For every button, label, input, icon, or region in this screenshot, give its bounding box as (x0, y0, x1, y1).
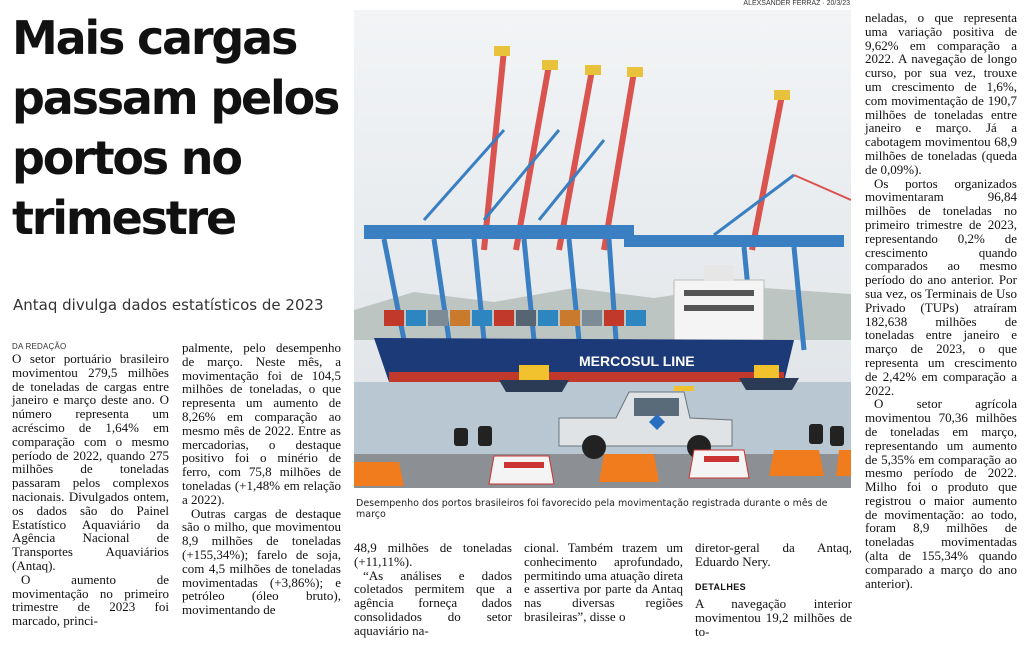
paragraph: O aumento de movimentação no primeiro trimestre de 2023 foi marcado, princi- (12, 571, 169, 629)
article-column-6 (865, 11, 1017, 590)
paragraph: cional. Também trazem um conhecimento aprofundado, permitindo uma atuação direta e assertiva por parte da Antaq nas diversas regiões brasileiras”, disse o (524, 540, 683, 624)
paragraph: O setor portuário brasileiro movimentou 279,5 milhões de toneladas de cargas entre janeiro e março deste ano. O número representa um acréscimo de 1,64% em comparação com o mesmo período de 2022, quando 275 milhões de toneladas passaram pelos complexos nacionais. Divulgados ontem, os dados são do Painel Estatístico Aquaviário da Agência Nacional de Transportes Aquaviários (Antaq). (12, 351, 169, 573)
article-column-4 (524, 541, 683, 624)
paragraph: diretor-geral da Antaq, Eduardo Nery. (695, 540, 852, 569)
paragraph: 48,9 milhões de toneladas (+11,11%). (354, 540, 512, 569)
port-illustration (354, 10, 851, 488)
paragraph: Os portos organizados movimentaram 96,84 milhões de toneladas no primeiro trimestre de 2023, representando 0,2% de crescimento quando comparados ao mesmo período do ano anterior. Por sua vez, os Terminais de Uso Privado (TUPs) atraíram 182,638 milhões de toneladas entre janeiro e março de 2023, o que representa um crescimento de 2,42% em comparação a 2022. (865, 175, 1017, 398)
photo-caption: Desempenho dos portos brasileiros foi favorecido pela movimentação registrada durante o mês de março (356, 498, 828, 520)
paragraph: “As análises e dados coletados permitem que a agência forneça dados consolidados do setor aquaviário na- (354, 567, 512, 638)
headline: Mais cargas passam pelos portos no trimestre (12, 11, 339, 245)
photo-credit: ALEXSANDER FERRAZ · 20/3/23 (743, 0, 850, 7)
paragraph: Outras cargas de destaque são o milho, que movimentou 8,9 milhões de toneladas (+155,34%); farelo de soja, com 4,5 milhões de toneladas movimentadas (+3,86%); e petróleo (óleo bruto), movimentando de (182, 505, 341, 618)
section-label: DETALHES (695, 581, 747, 592)
ship (374, 338, 794, 382)
subheadline: Antaq divulga dados estatísticos de 2023 (13, 296, 324, 314)
paragraph: neladas, o que representa uma variação positiva de 9,62% em comparação a 2022. A navegação de longo curso, por sua vez, trouxe um crescimento de 1,6%, com movimentação de 190,7 milhões de toneladas entre janeiro e março. Já a cabotagem movimentou 68,9 milhões de toneladas (queda de 0,09%). (865, 10, 1017, 177)
article-column-1 (12, 352, 169, 628)
article-column-5 (695, 541, 852, 639)
article-column-2 (182, 341, 341, 617)
paragraph: palmente, pelo desempenho de março. Neste mês, a movimentação foi de 104,5 milhões de toneladas, o que representa um aumento de 8,26% em comparação ao mesmo mês de 2022. Entre as mercadorias, o destaque positivo foi o minério de ferro, com 75,8 milhões de toneladas (+1,48% em relação a 2022). (182, 340, 341, 507)
article-column-3 (354, 541, 512, 638)
paragraph: A navegação interior movimentou 19,2 milhões de to- (695, 596, 852, 639)
paragraph: O setor agrícola movimentou 70,36 milhões de toneladas em março, representando um aumento de 5,35% em comparação ao mesmo período de 2022. Milho foi o produto que registrou o maior aumento de movimentação: ao todo, foram 8,9 milhões de toneladas movimentadas (alta de 155,34% quando comparado a março do ano anterior). (865, 396, 1017, 591)
byline: DA REDAÇÃO (12, 342, 67, 351)
port-photo (354, 10, 851, 488)
ship-name: MERCOSUL LINE (579, 353, 695, 369)
